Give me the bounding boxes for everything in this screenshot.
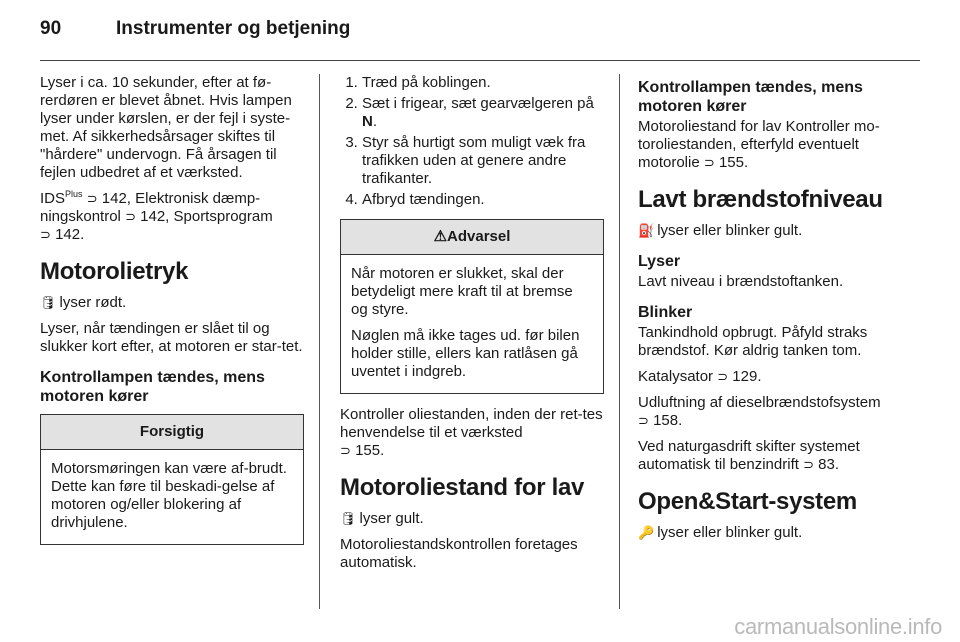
lyser-text: Lavt niveau i brændstoftanken.: [638, 273, 844, 290]
column-1: [40, 74, 304, 557]
heading-blinker: Blinker: [638, 304, 693, 321]
katalysator-ref: 129.: [732, 368, 762, 385]
intro-paragraph: Lyser i ca. 10 sekunder, efter at fø-rerdøren er blevet åbnet. Hvis lampen lyser under kørslen, er der fejl i syste-met. Af sikkerhedsårsager skiftes til "hårdere" undervogn. Få årsagen til fejlen udbedret af et værksted.: [40, 74, 292, 181]
page-header: [40, 18, 350, 40]
heading-lamp-on-2: Kontrollampen tændes, mens motoren kører: [638, 79, 863, 115]
warning-box: [340, 219, 604, 394]
column-3: [638, 74, 904, 550]
step-2-text: Sæt i frigear, sæt gearvælgeren på: [362, 95, 594, 112]
natgas-text: Ved naturgasdrift skifter systemet automatisk til benzindrift: [638, 438, 860, 473]
fuel-lamp: [638, 222, 904, 240]
ref-icon: ⊃: [803, 457, 814, 472]
gear-letter: N: [362, 113, 373, 130]
openstart-lights-text: lyser eller blinker gult.: [657, 524, 803, 541]
steps-list: [340, 74, 604, 209]
heading-fuel: Lavt brændstofniveau: [638, 186, 883, 213]
heading-low-oil: Motoroliestand for lav: [340, 474, 585, 501]
check-oil-paragraph: [340, 406, 604, 460]
ref-icon: ⊃: [638, 413, 649, 428]
natgas-paragraph: [638, 438, 904, 474]
ids-ref-3: 142.: [55, 226, 85, 243]
lamp-ref: 155.: [718, 154, 749, 171]
oil-level-icon: 🛢: [340, 511, 357, 526]
warning-text-2: Nøglen må ikke tages ud. før bilen holder stille, ellers kan ratlåsen gå uventet i indgreb.: [351, 327, 580, 380]
ids-ref-2: 142, Sportsprogram: [140, 208, 273, 225]
list-item: 1. Træd på koblingen.: [362, 74, 604, 92]
warning-title-text: Advarsel: [447, 228, 511, 245]
list-item: 4. Afbryd tændingen.: [362, 191, 604, 209]
caution-title: Forsigtig: [41, 415, 303, 450]
ids-paragraph: [40, 190, 304, 244]
heading-openstart: Open&Start-system: [638, 488, 857, 515]
heading-lyser: Lyser: [638, 253, 681, 270]
header-rule: [40, 60, 920, 61]
lamp-text: Motoroliestand for lav Kontroller mo-toroliestanden, efterfyld eventuelt motorolie: [638, 118, 880, 171]
katalysator-text: Katalysator: [638, 368, 714, 385]
ids-label: IDS: [40, 190, 66, 207]
fuel-lights-text: lyser eller blinker gult.: [657, 222, 803, 239]
check-oil-text: Kontroller oliestanden, inden der ret-tes henvendelse til et værksted: [340, 406, 603, 441]
ref-icon: ⊃: [340, 443, 351, 458]
page-title: Instrumenter og betjening: [116, 18, 351, 39]
heading-oil-pressure: Motorolietryk: [40, 258, 189, 285]
ref-icon: ⊃: [86, 191, 98, 206]
low-oil-lights-text: lyser gult.: [359, 510, 424, 527]
list-item: 2. Sæt i frigear, sæt gearvælgeren på N.: [362, 95, 604, 131]
oil-pressure-text: Lyser, når tændingen er slået til og slukker kort efter, at motoren er star-tet.: [40, 320, 303, 355]
ref-icon: ⊃: [717, 369, 729, 384]
ids-ref-1: 142, Elektronisk dæmp-ningskontrol: [40, 190, 261, 225]
lamp-paragraph: [638, 118, 904, 172]
warning-triangle-icon: ⚠: [433, 228, 448, 245]
heading-lamp-on: Kontrollampen tændes, mens motoren kører: [40, 369, 265, 405]
column-divider-1: [319, 74, 320, 609]
udluftning-paragraph: [638, 394, 904, 430]
fuel-pump-icon: ⛽: [638, 223, 655, 238]
caution-box: [40, 414, 304, 545]
natgas-ref: 83.: [818, 456, 840, 473]
low-oil-lamp: [340, 510, 604, 528]
warning-text-1: Når motoren er slukket, skal der betydeligt mere kraft til at bremse og styre.: [351, 265, 573, 318]
udluftning-ref: 158.: [653, 412, 683, 429]
ref-icon: ⊃: [703, 155, 715, 170]
oil-pressure-lamp: [40, 294, 304, 312]
katalysator-paragraph: [638, 368, 904, 386]
ref-icon: ⊃: [40, 227, 51, 242]
page-number: 90: [40, 18, 62, 39]
low-oil-text: Motoroliestandskontrollen foretages automatisk.: [340, 536, 578, 571]
key-icon: 🔑: [638, 525, 655, 540]
warning-title: [341, 220, 603, 255]
check-ref: 155.: [355, 442, 385, 459]
column-2: [340, 74, 604, 580]
ref-icon: ⊃: [125, 209, 136, 224]
column-divider-2: [619, 74, 620, 609]
watermark: carmanualsonline.info: [734, 614, 942, 639]
oil-can-icon: 🛢: [40, 295, 57, 310]
caution-text: Motorsmøringen kan være af-brudt. Dette kan føre til beskadi-gelse af motoren og/eller blokering af drivhjulene.: [51, 460, 287, 531]
list-item: 3. Styr så hurtigt som muligt væk fra trafikken uden at genere andre trafikanter.: [362, 134, 604, 188]
openstart-lamp: [638, 524, 904, 542]
udluftning-text: Udluftning af dieselbrændstofsystem: [638, 394, 881, 411]
ids-sup: Plus: [65, 189, 83, 199]
oil-lights-text: lyser rødt.: [59, 294, 127, 311]
blinker-text: Tankindhold opbrugt. Påfyld straks brændstof. Kør aldrig tanken tom.: [638, 324, 868, 359]
